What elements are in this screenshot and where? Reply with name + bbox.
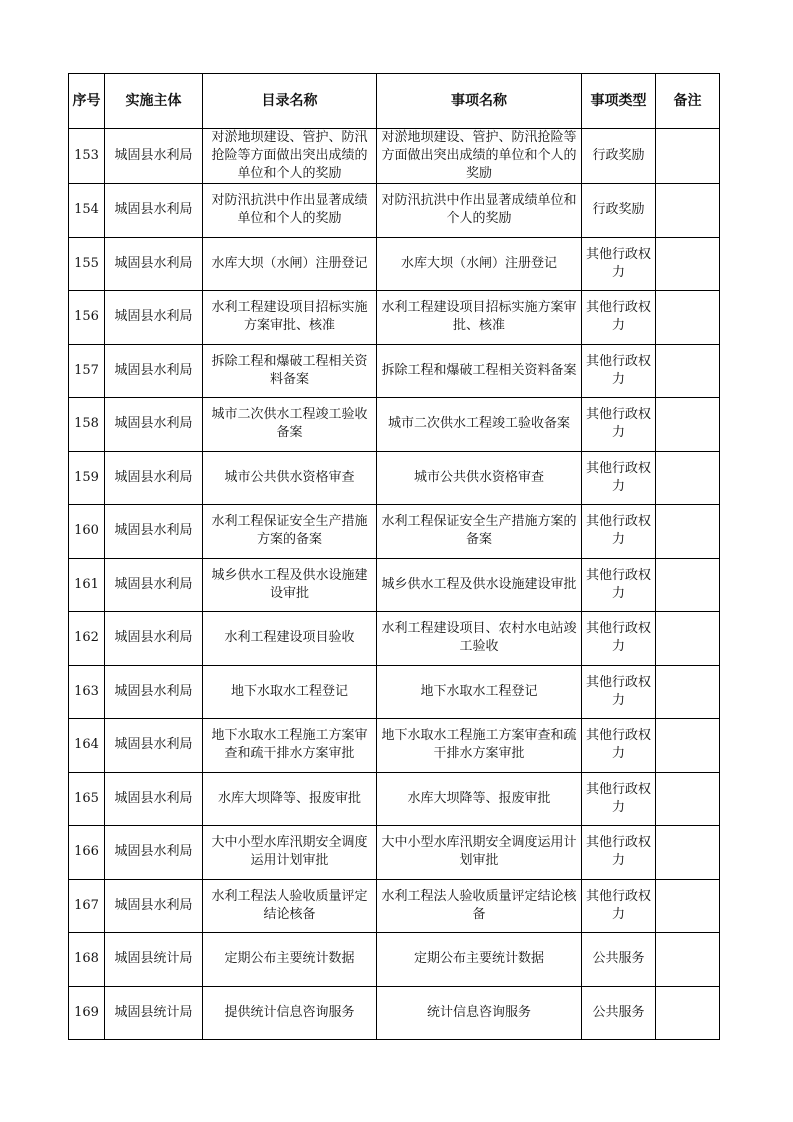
item-type-cell: 其他行政权力: [582, 772, 656, 826]
item-name-cell: 大中小型水库汛期安全调度运用计划审批: [377, 826, 582, 880]
implementing-body-cell: 城固县水利局: [105, 344, 203, 398]
remarks-cell: [656, 344, 720, 398]
table-row: [69, 772, 720, 826]
table-body: [69, 129, 720, 1040]
remarks-cell: [656, 291, 720, 345]
catalog-name-cell: 对淤地坝建设、管护、防汛抢险等方面做出突出成绩的单位和个人的奖励: [203, 129, 377, 184]
table-row: [69, 933, 720, 987]
header-catalog-name: 目录名称: [203, 74, 377, 129]
serial-number-cell: 156: [69, 291, 105, 345]
item-type-cell: 其他行政权力: [582, 826, 656, 880]
header-implementing-body: 实施主体: [105, 74, 203, 129]
remarks-cell: [656, 612, 720, 666]
item-type-cell: 其他行政权力: [582, 237, 656, 291]
serial-number-cell: 167: [69, 879, 105, 933]
remarks-cell: [656, 665, 720, 719]
item-type-cell: 其他行政权力: [582, 451, 656, 505]
implementing-body-cell: 城固县水利局: [105, 879, 203, 933]
remarks-cell: [656, 558, 720, 612]
catalog-name-cell: 水利工程建设项目招标实施方案审批、核准: [203, 291, 377, 345]
item-name-cell: 城乡供水工程及供水设施建设审批: [377, 558, 582, 612]
serial-number-cell: 166: [69, 826, 105, 880]
item-name-cell: 对淤地坝建设、管护、防汛抢险等方面做出突出成绩的单位和个人的奖励: [377, 129, 582, 184]
item-type-cell: 其他行政权力: [582, 505, 656, 559]
item-name-cell: 对防汛抗洪中作出显著成绩单位和个人的奖励: [377, 184, 582, 238]
remarks-cell: [656, 184, 720, 238]
item-type-cell: 行政奖励: [582, 184, 656, 238]
catalog-name-cell: 水库大坝（水闸）注册登记: [203, 237, 377, 291]
implementing-body-cell: 城固县水利局: [105, 237, 203, 291]
table-row: [69, 451, 720, 505]
serial-number-cell: 157: [69, 344, 105, 398]
item-type-cell: 行政奖励: [582, 129, 656, 184]
serial-number-cell: 164: [69, 719, 105, 773]
table-row: [69, 879, 720, 933]
remarks-cell: [656, 986, 720, 1040]
item-type-cell: 其他行政权力: [582, 665, 656, 719]
catalog-name-cell: 对防汛抗洪中作出显著成绩单位和个人的奖励: [203, 184, 377, 238]
remarks-cell: [656, 719, 720, 773]
implementing-body-cell: 城固县水利局: [105, 719, 203, 773]
item-type-cell: 其他行政权力: [582, 291, 656, 345]
item-name-cell: 水库大坝降等、报废审批: [377, 772, 582, 826]
header-item-type: 事项类型: [582, 74, 656, 129]
remarks-cell: [656, 237, 720, 291]
serial-number-cell: 169: [69, 986, 105, 1040]
item-type-cell: 其他行政权力: [582, 344, 656, 398]
catalog-name-cell: 拆除工程和爆破工程相关资料备案: [203, 344, 377, 398]
item-table: [68, 73, 720, 1040]
table-row: [69, 826, 720, 880]
item-type-cell: 其他行政权力: [582, 719, 656, 773]
serial-number-cell: 158: [69, 398, 105, 452]
remarks-cell: [656, 879, 720, 933]
table-row: [69, 237, 720, 291]
item-name-cell: 定期公布主要统计数据: [377, 933, 582, 987]
remarks-cell: [656, 129, 720, 184]
serial-number-cell: 160: [69, 505, 105, 559]
item-name-cell: 地下水取水工程施工方案审查和疏干排水方案审批: [377, 719, 582, 773]
item-name-cell: 水利工程法人验收质量评定结论核备: [377, 879, 582, 933]
remarks-cell: [656, 398, 720, 452]
table-row: [69, 665, 720, 719]
item-type-cell: 其他行政权力: [582, 398, 656, 452]
item-type-cell: 其他行政权力: [582, 612, 656, 666]
table-row: [69, 719, 720, 773]
serial-number-cell: 153: [69, 129, 105, 184]
item-name-cell: 水利工程建设项目招标实施方案审批、核准: [377, 291, 582, 345]
implementing-body-cell: 城固县水利局: [105, 505, 203, 559]
item-name-cell: 水利工程保证安全生产措施方案的备案: [377, 505, 582, 559]
item-name-cell: 拆除工程和爆破工程相关资料备案: [377, 344, 582, 398]
table-row: [69, 986, 720, 1040]
implementing-body-cell: 城固县水利局: [105, 612, 203, 666]
item-name-cell: 城市公共供水资格审查: [377, 451, 582, 505]
serial-number-cell: 159: [69, 451, 105, 505]
implementing-body-cell: 城固县统计局: [105, 933, 203, 987]
item-type-cell: 公共服务: [582, 933, 656, 987]
item-type-cell: 公共服务: [582, 986, 656, 1040]
item-name-cell: 城市二次供水工程竣工验收备案: [377, 398, 582, 452]
table-row: [69, 344, 720, 398]
serial-number-cell: 155: [69, 237, 105, 291]
implementing-body-cell: 城固县水利局: [105, 291, 203, 345]
item-name-cell: 地下水取水工程登记: [377, 665, 582, 719]
implementing-body-cell: 城固县水利局: [105, 665, 203, 719]
implementing-body-cell: 城固县水利局: [105, 772, 203, 826]
remarks-cell: [656, 772, 720, 826]
catalog-name-cell: 提供统计信息咨询服务: [203, 986, 377, 1040]
item-name-cell: 统计信息咨询服务: [377, 986, 582, 1040]
implementing-body-cell: 城固县水利局: [105, 398, 203, 452]
implementing-body-cell: 城固县水利局: [105, 184, 203, 238]
item-type-cell: 其他行政权力: [582, 558, 656, 612]
table-row: [69, 612, 720, 666]
serial-number-cell: 162: [69, 612, 105, 666]
header-serial-number: 序号: [69, 74, 105, 129]
catalog-name-cell: 水利工程法人验收质量评定结论核备: [203, 879, 377, 933]
implementing-body-cell: 城固县统计局: [105, 986, 203, 1040]
table-row: [69, 398, 720, 452]
catalog-name-cell: 地下水取水工程施工方案审查和疏干排水方案审批: [203, 719, 377, 773]
implementing-body-cell: 城固县水利局: [105, 129, 203, 184]
catalog-name-cell: 水利工程建设项目验收: [203, 612, 377, 666]
header-row: [69, 74, 720, 129]
remarks-cell: [656, 505, 720, 559]
implementing-body-cell: 城固县水利局: [105, 826, 203, 880]
table-row: [69, 184, 720, 238]
table-row: [69, 291, 720, 345]
remarks-cell: [656, 451, 720, 505]
catalog-name-cell: 城乡供水工程及供水设施建设审批: [203, 558, 377, 612]
remarks-cell: [656, 933, 720, 987]
serial-number-cell: 168: [69, 933, 105, 987]
table-row: [69, 505, 720, 559]
item-type-cell: 其他行政权力: [582, 879, 656, 933]
implementing-body-cell: 城固县水利局: [105, 558, 203, 612]
implementing-body-cell: 城固县水利局: [105, 451, 203, 505]
remarks-cell: [656, 826, 720, 880]
header-remarks: 备注: [656, 74, 720, 129]
catalog-name-cell: 定期公布主要统计数据: [203, 933, 377, 987]
serial-number-cell: 163: [69, 665, 105, 719]
catalog-name-cell: 大中小型水库汛期安全调度运用计划审批: [203, 826, 377, 880]
table-row: [69, 129, 720, 184]
table-row: [69, 558, 720, 612]
catalog-name-cell: 地下水取水工程登记: [203, 665, 377, 719]
catalog-name-cell: 水库大坝降等、报废审批: [203, 772, 377, 826]
catalog-name-cell: 水利工程保证安全生产措施方案的备案: [203, 505, 377, 559]
serial-number-cell: 154: [69, 184, 105, 238]
catalog-name-cell: 城市公共供水资格审查: [203, 451, 377, 505]
serial-number-cell: 161: [69, 558, 105, 612]
header-item-name: 事项名称: [377, 74, 582, 129]
item-name-cell: 水利工程建设项目、农村水电站竣工验收: [377, 612, 582, 666]
item-name-cell: 水库大坝（水闸）注册登记: [377, 237, 582, 291]
serial-number-cell: 165: [69, 772, 105, 826]
catalog-name-cell: 城市二次供水工程竣工验收备案: [203, 398, 377, 452]
